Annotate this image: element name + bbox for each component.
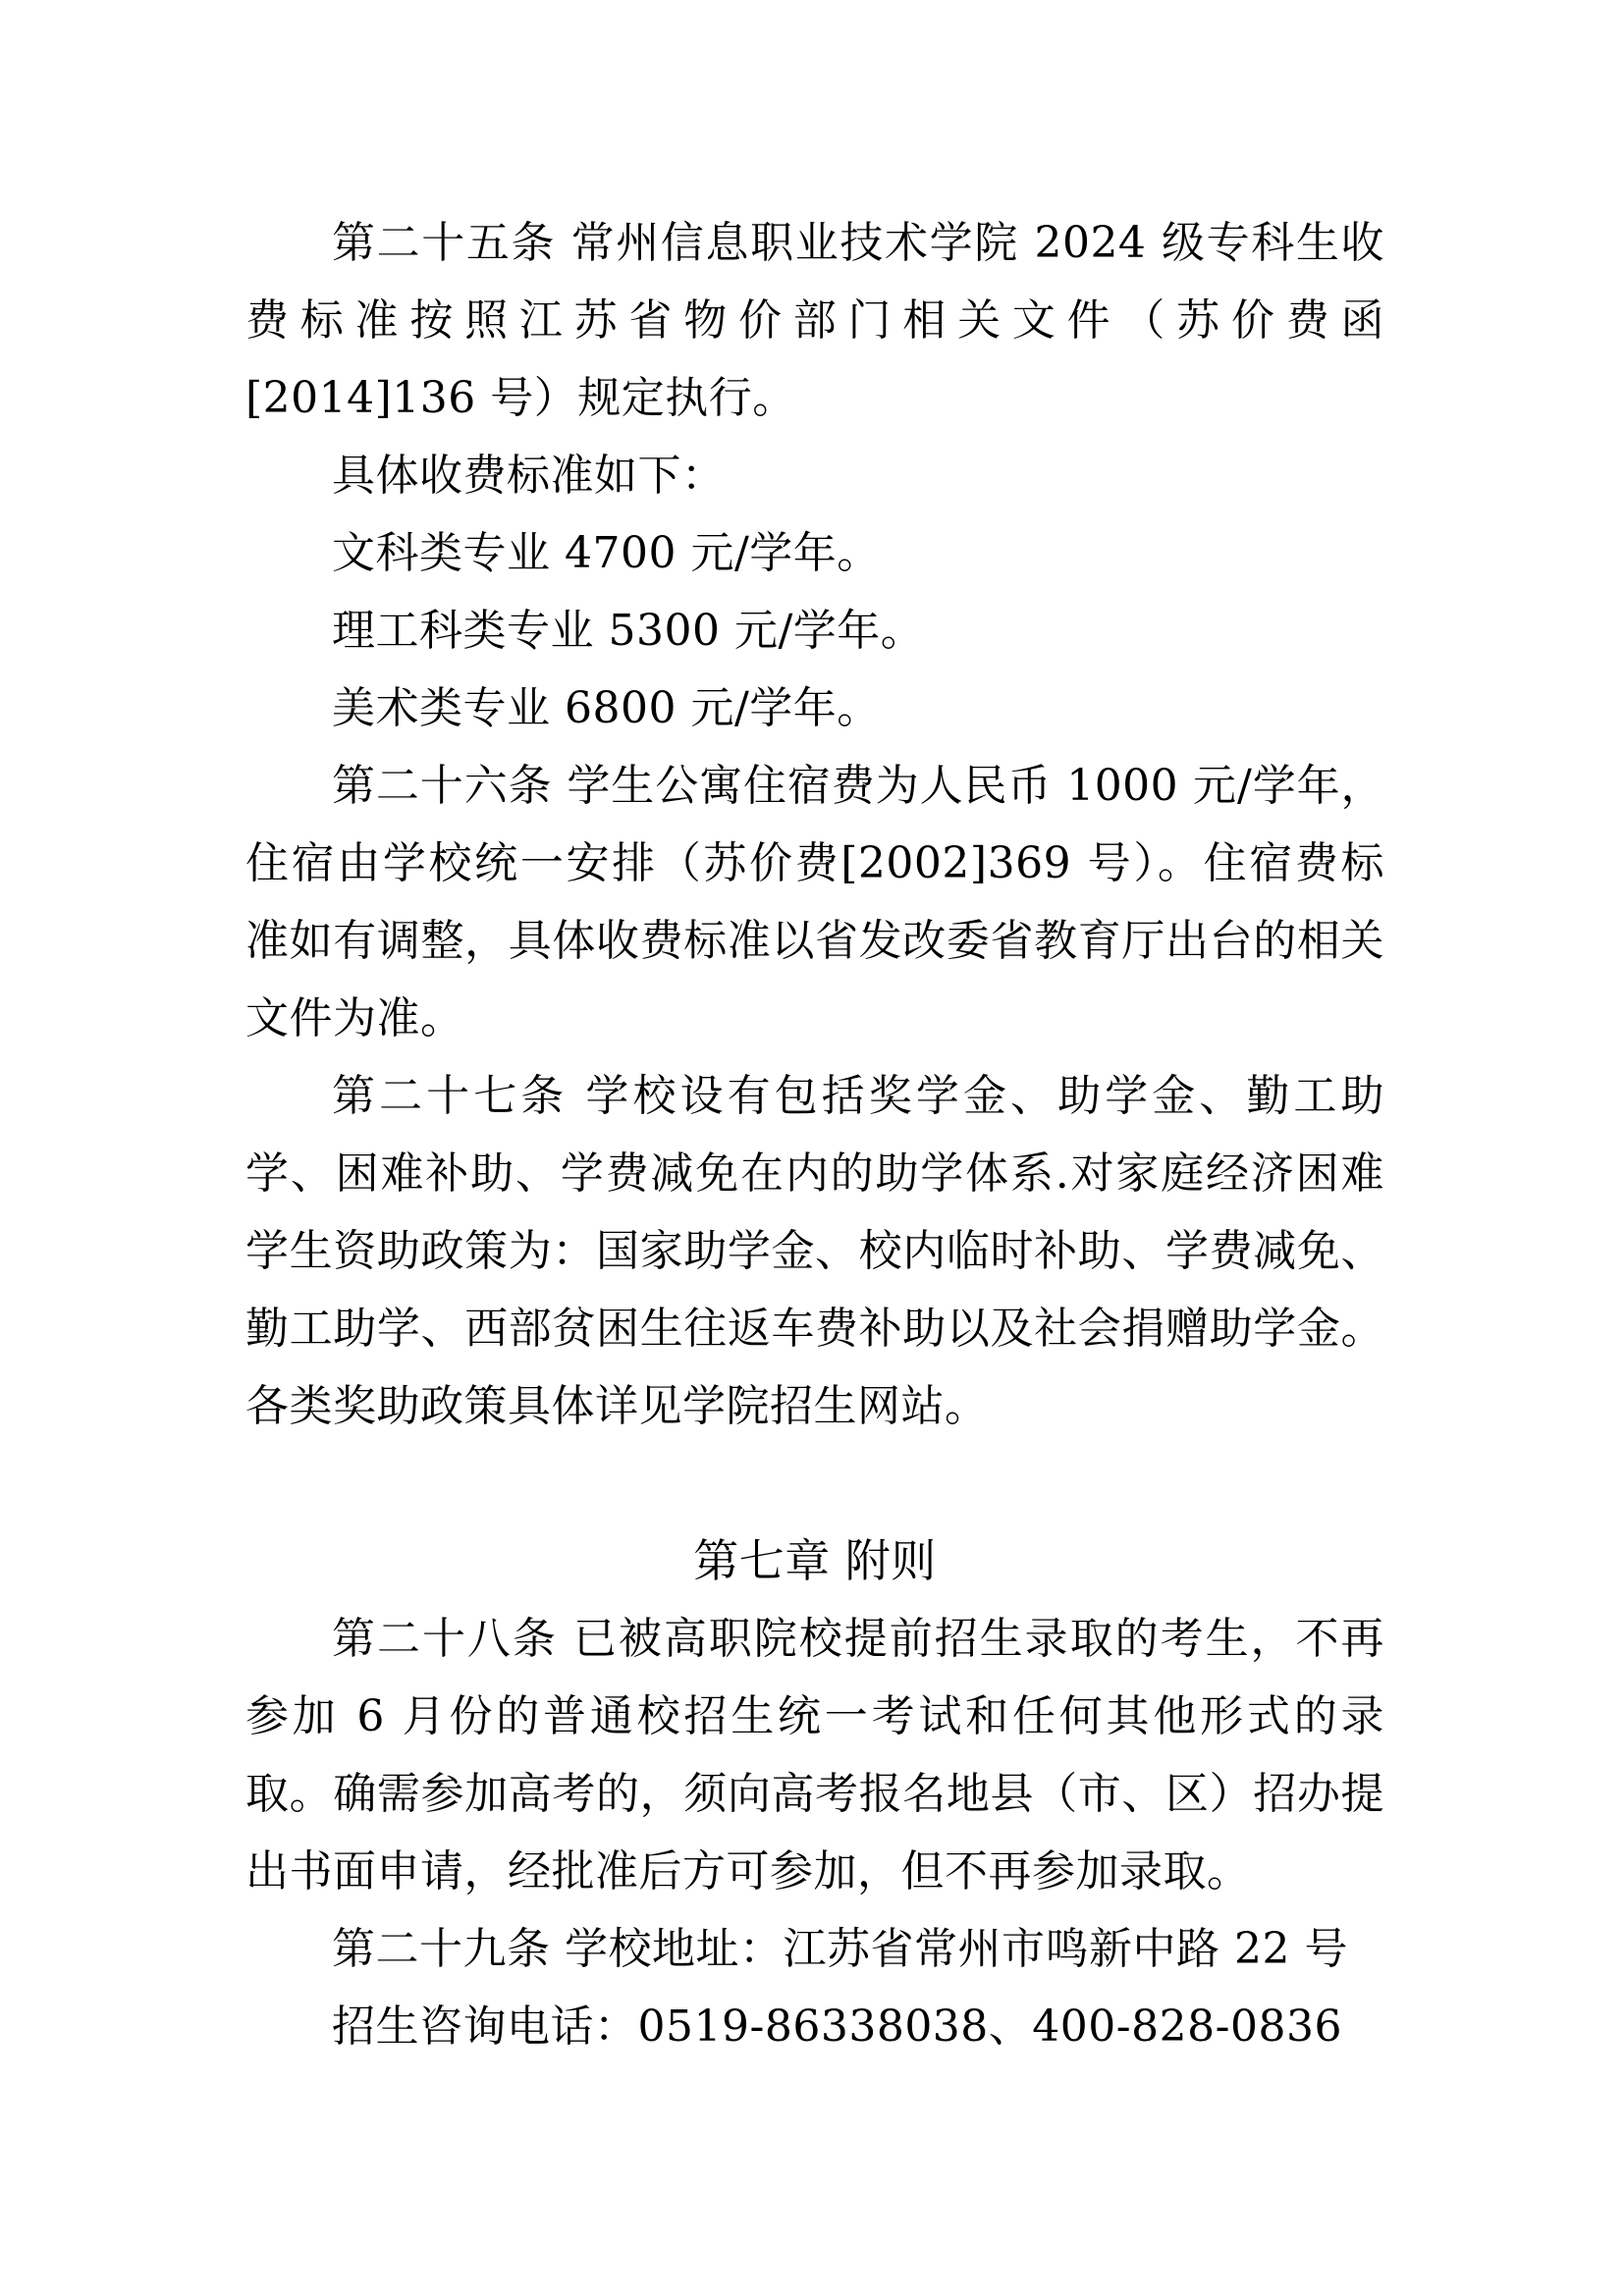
chapter-title: 第七章 附则 <box>693 1534 937 1587</box>
article-25-paragraph: 第二十五条 常州信息职业技术学院 2024 级专科生收费标准按照江苏省物价部门相关文件（苏价费函[2014]136 号）规定执行。 <box>245 218 1384 423</box>
section-spacer <box>245 1445 1384 1522</box>
fee-intro: 具体收费标准如下： <box>332 451 726 501</box>
article-27-paragraph: 第二十七条 学校设有包括奖学金、助学金、勤工助学、困难补助、学费减免在内的助学体系.对家庭经济困难学生资助政策为：国家助学金、校内临时补助、学费减免、勤工助学、西部贫困生往返车费补助以及社会捐赠助学金。各类奖助政策具体详见学院招生网站。 <box>245 1071 1384 1431</box>
fee-fine-arts: 美术类专业 6800 元/学年。 <box>332 683 881 733</box>
admission-phone: 招生咨询电话：0519-86338038、400-828-0836 <box>332 2002 1342 2052</box>
fee-science-engineering: 理工科类专业 5300 元/学年。 <box>332 606 925 656</box>
article-29-address: 第二十九条 学校地址：江苏省常州市鸣新中路 22 号 <box>332 1924 1348 1974</box>
fee-liberal-arts: 文科类专业 4700 元/学年。 <box>332 528 881 578</box>
document-body <box>245 204 1384 2065</box>
article-26-paragraph: 第二十六条 学生公寓住宿费为人民币 1000 元/学年，住宿由学校统一安排（苏价费[2002]369 号）。住宿费标准如有调整，具体收费标准以省发改委省教育厅出台的相关文件为准。 <box>245 761 1384 1043</box>
article-28-paragraph: 第二十八条 已被高职院校提前招生录取的考生，不再参加 6 月份的普通校招生统一考试和任何其他形式的录取。确需参加高考的，须向高考报名地县（市、区）招办提出书面申请，经批准后方可参加，但不再参加录取。 <box>245 1614 1384 1896</box>
